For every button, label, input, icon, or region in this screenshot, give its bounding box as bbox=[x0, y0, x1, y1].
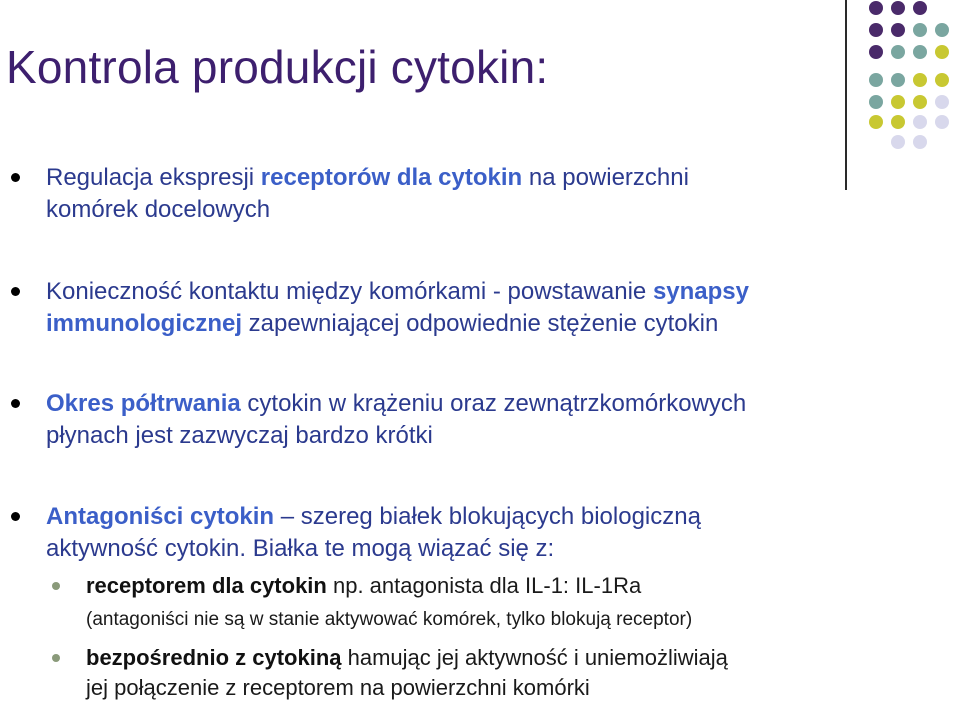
bullet-4-line-2: aktywność cytokin. Białka te mogą wiązać się z: bbox=[46, 535, 555, 562]
subbullet-1-note bbox=[86, 605, 692, 635]
bullet-1-line-2: komórek docelowych bbox=[46, 196, 271, 223]
bullet-1-text: Regulacja ekspresji bbox=[46, 164, 261, 191]
bullet-3-highlight: Okres półtrwania bbox=[46, 390, 241, 417]
subbullet-1-bold: receptorem dla cytokin bbox=[86, 573, 327, 598]
bullet-3 bbox=[46, 388, 746, 452]
bullet-2 bbox=[46, 276, 749, 340]
bullet-4-text: – szereg białek blokujących biologiczną bbox=[274, 503, 701, 530]
bullet-3-line-2: płynach jest zazwyczaj bardzo krótki bbox=[46, 422, 433, 449]
bullet-1-highlight: receptorów dla cytokin bbox=[260, 164, 523, 191]
bullet-2-highlight: synapsy bbox=[652, 278, 749, 305]
subbullet-2-text: hamując jej aktywność i uniemożliwiają bbox=[341, 645, 728, 670]
bullet-2-text: Konieczność kontaktu między komórkami - powstawanie bbox=[46, 278, 653, 305]
subbullet-1-text: np. antagonista dla IL-1: IL-1Ra bbox=[326, 573, 642, 598]
bullet-4-highlight: Antagoniści cytokin bbox=[46, 503, 275, 530]
subbullet-2 bbox=[86, 643, 728, 703]
bullet-1-text-end: na powierzchni bbox=[522, 164, 689, 191]
bullet-2-line-2: zapewniającej odpowiednie stężenie cytokin bbox=[242, 310, 719, 337]
bullet-2-highlight-2: immunologicznej bbox=[46, 310, 243, 337]
subbullet-1 bbox=[86, 571, 641, 601]
bullet-1 bbox=[46, 162, 689, 226]
subbullet-2-line-2: jej połączenie z receptorem na powierzchni komórki bbox=[86, 675, 590, 700]
bullet-3-text: cytokin w krążeniu oraz zewnątrzkomórkowych bbox=[240, 390, 747, 417]
subbullet-2-bold: bezpośrednio z cytokiną bbox=[86, 645, 342, 670]
subbullet-1-note-text: (antagoniści nie są w stanie aktywować komórek, tylko blokują receptor) bbox=[86, 609, 693, 630]
bullet-4 bbox=[46, 501, 701, 565]
page-title: Kontrola produkcji cytokin: bbox=[6, 41, 549, 93]
